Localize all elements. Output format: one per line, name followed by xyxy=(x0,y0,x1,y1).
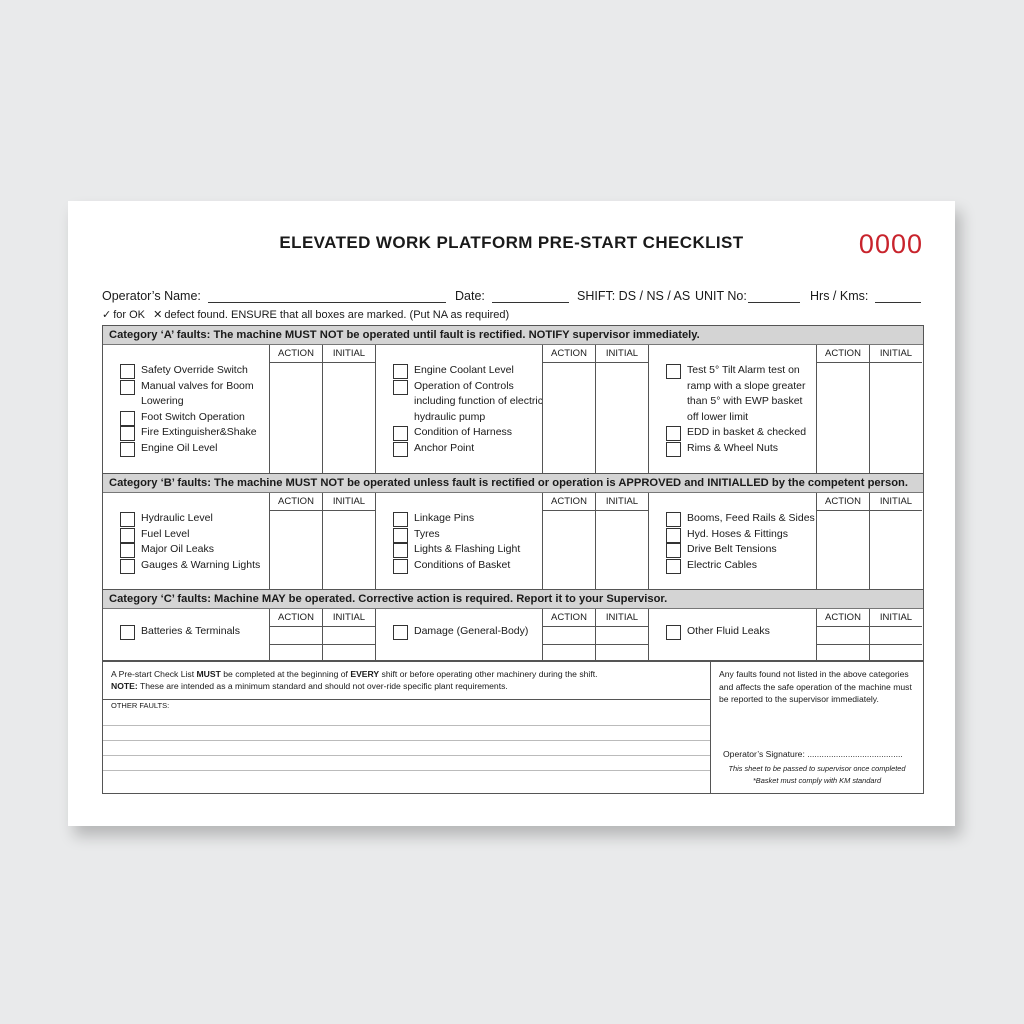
legend-ok-text: for OK xyxy=(113,309,146,321)
initial-column[interactable] xyxy=(595,493,648,589)
initial-column[interactable] xyxy=(595,345,648,473)
check-item-label: Tyres xyxy=(414,527,440,540)
cell-divider xyxy=(817,644,869,645)
check-item-label: Engine Oil Level xyxy=(141,441,218,454)
check-item-label: Foot Switch Operation xyxy=(141,410,245,423)
check-item-label: Linkage Pins xyxy=(414,512,475,524)
check-item-label: Electric Cables xyxy=(687,558,758,571)
check-item-label: Booms, Feed Rails & Sides xyxy=(687,512,815,524)
action-column[interactable] xyxy=(816,609,869,660)
initial-header: INITIAL xyxy=(870,345,922,363)
initial-header: INITIAL xyxy=(323,345,375,363)
checkbox[interactable] xyxy=(666,426,681,441)
checkbox[interactable] xyxy=(666,364,681,379)
check-item-label: Fuel Level xyxy=(141,527,190,540)
checkbox[interactable] xyxy=(666,559,681,574)
action-header: ACTION xyxy=(270,609,322,627)
initial-header: INITIAL xyxy=(596,609,648,627)
category-heading: Category ‘C’ faults: Machine MAY be operated. Corrective action is required. Report it to your Supervisor. xyxy=(103,590,923,609)
checkbox[interactable] xyxy=(120,442,135,457)
checkbox[interactable] xyxy=(120,426,135,441)
checkbox[interactable] xyxy=(120,512,135,527)
category-section xyxy=(103,493,923,590)
operator-name-label: Operator’s Name: xyxy=(102,289,201,303)
check-column xyxy=(103,345,376,473)
initial-header: INITIAL xyxy=(323,493,375,511)
check-item-label: EDD in basket & checked xyxy=(687,426,807,438)
category-section xyxy=(103,345,923,474)
checklist-sheet xyxy=(68,201,955,826)
action-column[interactable] xyxy=(542,345,595,473)
check-item-label: Operation of Controls xyxy=(414,379,514,392)
report-text: Any faults found not listed in the above categories and affects the safe operation of the machine must be reported to the supervisor immediately. xyxy=(719,669,912,704)
ruled-line xyxy=(103,755,710,756)
initial-header: INITIAL xyxy=(596,493,648,511)
category-section xyxy=(103,609,923,661)
checkbox[interactable] xyxy=(666,442,681,457)
initial-header: INITIAL xyxy=(323,609,375,627)
cell-divider xyxy=(870,644,922,645)
unit-field[interactable] xyxy=(748,302,800,303)
checkbox[interactable] xyxy=(393,528,408,543)
check-item-label: Safety Override Switch xyxy=(141,364,248,376)
ruled-line xyxy=(103,770,710,771)
action-header: ACTION xyxy=(270,345,322,363)
check-item-label: than 5° with EWP basket xyxy=(687,395,803,407)
check-item-label: Anchor Point xyxy=(414,441,475,454)
initial-column[interactable] xyxy=(322,609,375,660)
check-icon: ✓ xyxy=(102,309,112,321)
check-item-label: Drive Belt Tensions xyxy=(687,543,777,555)
operator-name-field[interactable] xyxy=(208,302,446,303)
cross-icon: ✕ xyxy=(153,309,163,321)
action-header: ACTION xyxy=(543,493,595,511)
checkbox[interactable] xyxy=(666,528,681,543)
action-column[interactable] xyxy=(269,493,322,589)
checkbox[interactable] xyxy=(120,543,135,558)
notes-box xyxy=(103,661,711,793)
cell-divider xyxy=(270,644,322,645)
hrs-field[interactable] xyxy=(875,302,921,303)
check-item-label: Damage (General-Body) xyxy=(414,625,529,637)
check-item-label: Rims & Wheel Nuts xyxy=(687,441,779,454)
cell-divider xyxy=(596,644,648,645)
check-item-label: including function of electric xyxy=(414,395,543,407)
initial-column[interactable] xyxy=(869,345,922,473)
check-item-label: hydraulic pump xyxy=(414,410,486,423)
action-header: ACTION xyxy=(270,493,322,511)
checkbox[interactable] xyxy=(393,543,408,558)
initial-header: INITIAL xyxy=(596,345,648,363)
other-faults-label: OTHER FAULTS: xyxy=(111,701,170,710)
action-header: ACTION xyxy=(817,345,869,363)
checkbox[interactable] xyxy=(393,512,408,527)
check-item-label: Other Fluid Leaks xyxy=(687,625,770,637)
action-column[interactable] xyxy=(816,345,869,473)
check-item-label: Batteries & Terminals xyxy=(141,625,241,637)
serial-number: 0000 xyxy=(858,229,923,259)
initial-header: INITIAL xyxy=(870,609,922,627)
check-item-label: Lowering xyxy=(141,395,184,407)
cell-divider xyxy=(323,644,375,645)
initial-column[interactable] xyxy=(869,609,922,660)
checkbox[interactable] xyxy=(666,543,681,558)
checkbox[interactable] xyxy=(393,364,408,379)
check-item-label: Fire Extinguisher&Shake xyxy=(141,426,257,438)
report-box xyxy=(711,661,923,793)
check-item-label: ramp with a slope greater xyxy=(687,379,806,392)
checkbox[interactable] xyxy=(393,625,408,640)
signature-field[interactable]: Operator’s Signature: ........................................ xyxy=(723,749,903,759)
checkbox[interactable] xyxy=(393,380,408,395)
check-item-label: Major Oil Leaks xyxy=(141,543,214,555)
checkbox[interactable] xyxy=(120,528,135,543)
checkbox[interactable] xyxy=(120,559,135,574)
other-faults-area[interactable] xyxy=(103,699,710,712)
checkbox[interactable] xyxy=(120,364,135,379)
check-item-label: Engine Coolant Level xyxy=(414,364,514,376)
cell-divider xyxy=(543,644,595,645)
check-item-label: Manual valves for Boom xyxy=(141,379,254,392)
check-item-label: Test 5° Tilt Alarm test on xyxy=(687,364,800,376)
checkbox[interactable] xyxy=(120,625,135,640)
checklist-form xyxy=(102,325,924,794)
action-header: ACTION xyxy=(543,345,595,363)
action-column[interactable] xyxy=(269,345,322,473)
check-column xyxy=(103,493,376,589)
check-column xyxy=(376,345,649,473)
action-header: ACTION xyxy=(543,609,595,627)
check-column xyxy=(376,609,649,660)
action-header: ACTION xyxy=(817,493,869,511)
legend-defect-text: defect found. ENSURE that all boxes are marked. (Put NA as required) xyxy=(164,309,510,321)
check-column xyxy=(103,609,376,660)
checkbox[interactable] xyxy=(393,442,408,457)
check-column xyxy=(649,345,923,473)
check-column xyxy=(376,493,649,589)
action-column[interactable] xyxy=(542,609,595,660)
check-item-label: off lower limit xyxy=(687,410,749,423)
checkbox[interactable] xyxy=(120,380,135,395)
check-column xyxy=(649,609,923,660)
hrs-label: Hrs / Kms: xyxy=(810,289,869,303)
shift-label: SHIFT: DS / NS / AS xyxy=(577,289,691,303)
check-item-label: Lights & Flashing Light xyxy=(414,543,521,555)
date-label: Date: xyxy=(455,289,485,303)
action-column[interactable] xyxy=(542,493,595,589)
initial-column[interactable] xyxy=(869,493,922,589)
legend xyxy=(102,308,511,321)
category-heading: Category ‘A’ faults: The machine MUST NOT be operated until fault is rectified. NOTIFY supervisor immediately. xyxy=(103,326,923,345)
unit-label: UNIT No: xyxy=(695,289,747,303)
check-item-label: Hydraulic Level xyxy=(141,512,213,524)
checkbox[interactable] xyxy=(120,411,135,426)
initial-column[interactable] xyxy=(595,609,648,660)
page-title: ELEVATED WORK PLATFORM PRE-START CHECKLIST xyxy=(279,233,744,252)
ruled-line xyxy=(103,725,710,726)
action-column[interactable] xyxy=(269,609,322,660)
supervisor-note: This sheet to be passed to supervisor once completed xyxy=(728,764,906,773)
action-column[interactable] xyxy=(816,493,869,589)
initial-column[interactable] xyxy=(322,345,375,473)
check-item-label: Hyd. Hoses & Fittings xyxy=(687,527,788,540)
initial-column[interactable] xyxy=(322,493,375,589)
check-item-label: Condition of Harness xyxy=(414,426,513,438)
checkbox[interactable] xyxy=(393,559,408,574)
check-item-label: Gauges & Warning Lights xyxy=(141,558,261,571)
checkbox[interactable] xyxy=(666,512,681,527)
checkbox[interactable] xyxy=(393,426,408,441)
basket-note: *Basket must comply with KM standard xyxy=(752,776,882,785)
date-field[interactable] xyxy=(492,302,569,303)
action-header: ACTION xyxy=(817,609,869,627)
checkbox[interactable] xyxy=(666,625,681,640)
check-item-label: Conditions of Basket xyxy=(414,558,511,571)
category-heading: Category ‘B’ faults: The machine MUST NOT be operated unless fault is rectified or operation is APPROVED and INITIALLED by the competent person. xyxy=(103,474,923,493)
notes-text: A Pre-start Check List MUST be completed at the beginning of EVERY shift or before operating other machinery during the shift. NOTE: These are intended as a minimum standard and should not over-ride specific plant requirements. xyxy=(111,669,598,691)
check-column xyxy=(649,493,923,589)
ruled-line xyxy=(103,740,710,741)
initial-header: INITIAL xyxy=(870,493,922,511)
